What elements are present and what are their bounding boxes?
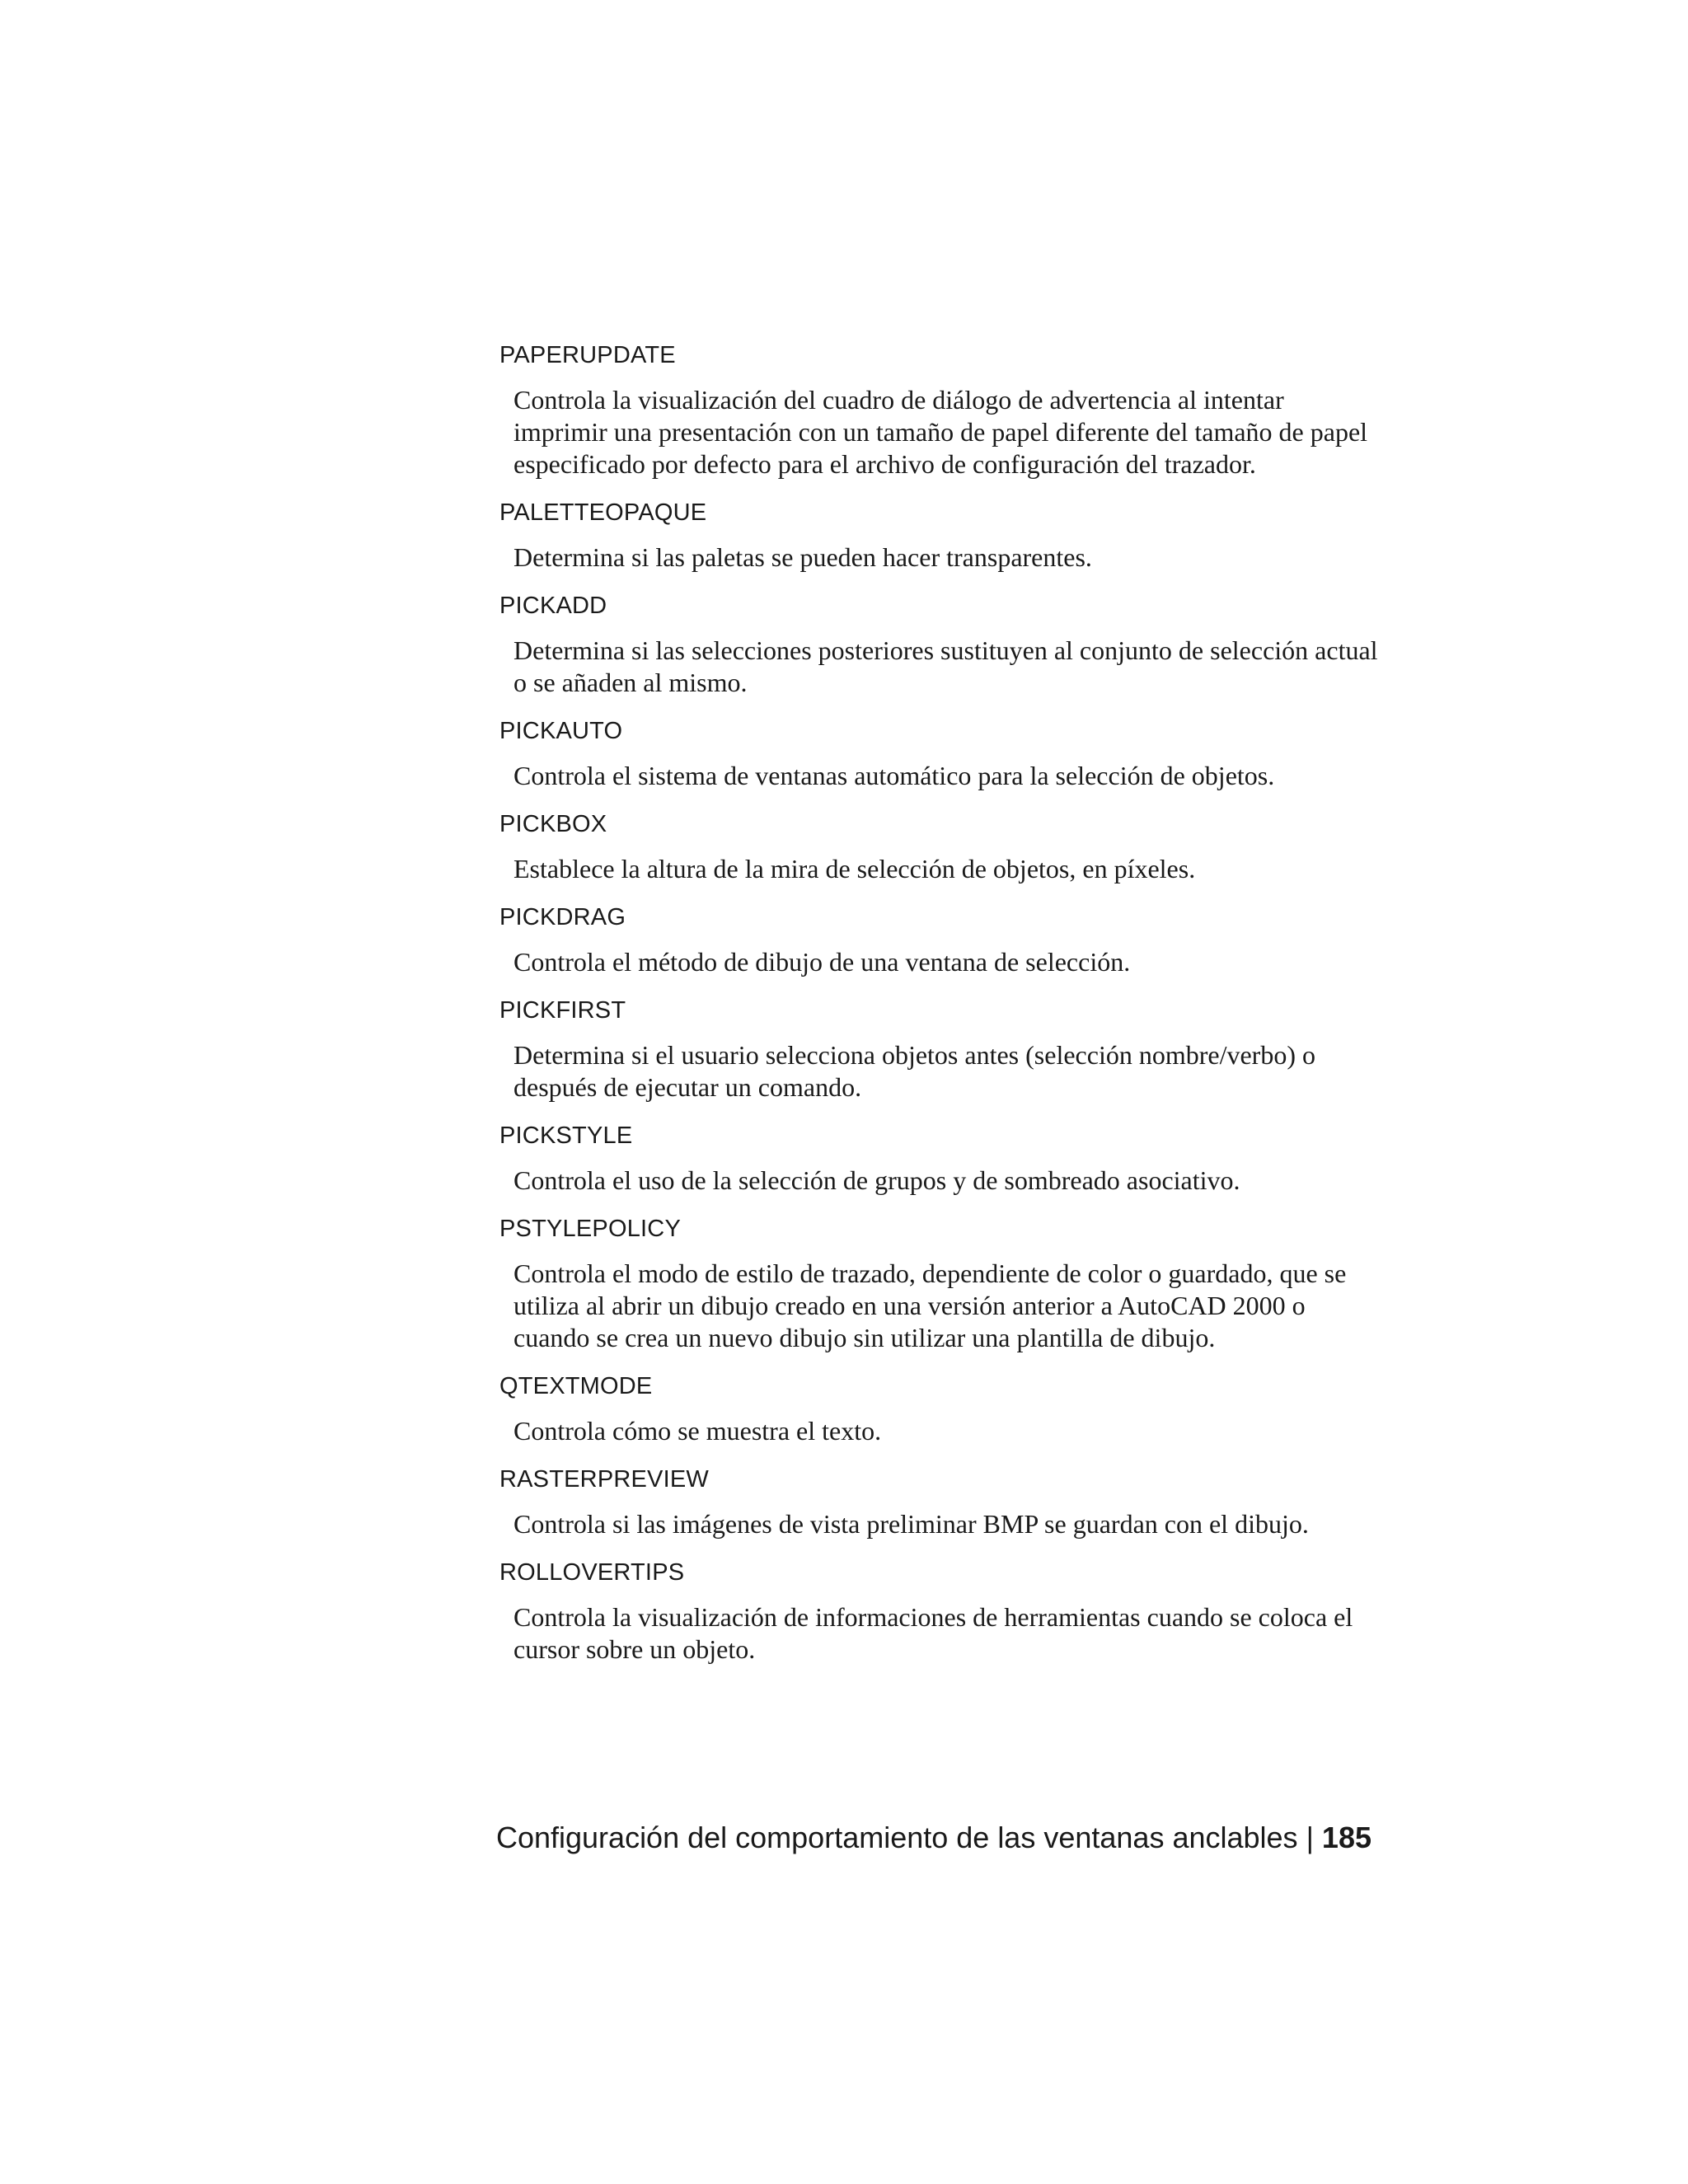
entry-pickdrag: [499, 900, 1373, 978]
entry-qtextmode: [499, 1369, 1373, 1447]
term-label: PICKSTYLE: [499, 1122, 633, 1149]
term-label: PICKBOX: [499, 811, 607, 837]
entry-pstylepolicy: [499, 1212, 1373, 1354]
term-label: PICKAUTO: [499, 718, 623, 744]
term-description: Controla cómo se muestra el texto.: [513, 1416, 882, 1446]
footer-section-title: Configuración del comportamiento de las ventanas anclables: [495, 1821, 1298, 1854]
term-description: Controla el modo de estilo de trazado, dependiente de color o guardado, que se utiliza al abrir un dibujo creado en una versión anterior a AutoCAD 2000 o cuando se crea un nuevo dibujo sin utilizar una plantilla de dibujo.: [513, 1258, 1347, 1352]
entry-pickbox: [499, 807, 1373, 885]
page-number: 185: [1321, 1821, 1372, 1854]
page-footer: [496, 1817, 1372, 1858]
term-description: Controla la visualización del cuadro de diálogo de advertencia al intentar imprimir una presentación con un tamaño de papel diferente del tamaño de papel especificado por defecto para el archivo de configuración del trazador.: [513, 385, 1368, 479]
term-label: PAPERUPDATE: [499, 342, 676, 368]
term-label: ROLLOVERTIPS: [499, 1559, 685, 1586]
entry-rollovertips: [499, 1555, 1373, 1666]
term-label: PSTYLEPOLICY: [499, 1216, 681, 1242]
term-description: Controla el sistema de ventanas automático para la selección de objetos.: [513, 761, 1275, 790]
term-description: Determina si las paletas se pueden hacer transparentes.: [513, 542, 1092, 572]
term-description: Controla si las imágenes de vista preliminar BMP se guardan con el dibujo.: [513, 1509, 1309, 1539]
entry-rasterpreview: [499, 1462, 1373, 1540]
term-description: Controla la visualización de informaciones de herramientas cuando se coloca el cursor sobre un objeto.: [513, 1602, 1353, 1664]
entry-pickauto: [499, 714, 1373, 792]
variable-list: [499, 338, 1378, 1680]
term-label: PICKDRAG: [499, 904, 626, 930]
term-description: Establece la altura de la mira de selección de objetos, en píxeles.: [513, 854, 1196, 883]
term-label: QTEXTMODE: [499, 1373, 653, 1399]
entry-pickadd: [499, 588, 1378, 699]
footer-separator: |: [1306, 1821, 1314, 1854]
term-label: PICKADD: [499, 593, 607, 619]
term-description: Controla el uso de la selección de grupos y de sombreado asociativo.: [513, 1165, 1240, 1195]
term-description: Determina si el usuario selecciona objetos antes (selección nombre/verbo) o después de ejecutar un comando.: [513, 1040, 1315, 1102]
entry-pickstyle: [499, 1118, 1373, 1197]
term-label: RASTERPREVIEW: [499, 1466, 709, 1493]
term-description: Controla el método de dibujo de una ventana de selección.: [513, 947, 1131, 977]
term-description: Determina si las selecciones posteriores sustituyen al conjunto de selección actual o se añaden al mismo.: [513, 635, 1378, 697]
term-label: PALETTEOPAQUE: [499, 499, 707, 526]
entry-pickfirst: [499, 993, 1373, 1104]
term-label: PICKFIRST: [499, 997, 626, 1024]
entry-paperupdate: [499, 338, 1373, 480]
entry-paletteopaque: [499, 495, 1373, 574]
